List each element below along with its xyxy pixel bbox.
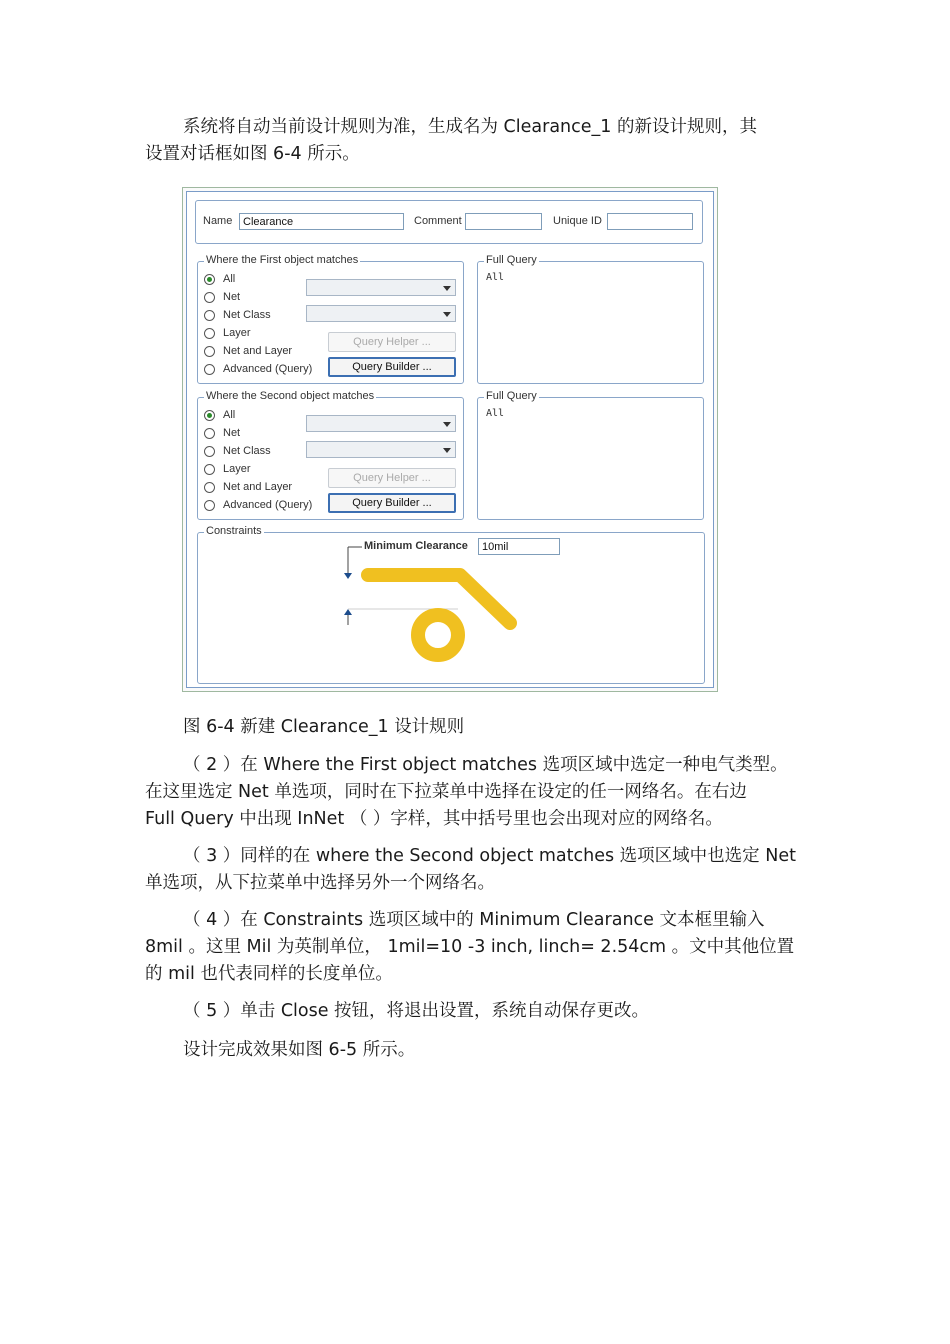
unique-id-input[interactable]: [607, 213, 693, 230]
first-radio-layer[interactable]: Layer: [204, 325, 251, 341]
second-radio-layer[interactable]: Layer: [204, 461, 251, 477]
radio-selected-icon: [204, 410, 215, 421]
first-radio-net-and-layer[interactable]: Net and Layer: [204, 343, 292, 359]
step-5-paragraph: [145, 998, 810, 1025]
second-net-class-dropdown[interactable]: [306, 441, 456, 458]
first-full-query-group: [477, 254, 704, 384]
second-full-query-legend: Full Query: [486, 390, 537, 402]
first-net-dropdown[interactable]: [306, 279, 456, 296]
radio-selected-icon: [204, 274, 215, 285]
rule-dialog-figure: [182, 187, 718, 692]
second-object-group: [197, 390, 464, 520]
first-radio-all[interactable]: All: [204, 271, 235, 287]
chevron-down-icon: [443, 422, 451, 427]
constraints-legend: Constraints: [206, 525, 262, 537]
arrow-up-icon: [344, 609, 352, 615]
radio-icon: [204, 500, 215, 511]
radio-icon: [204, 310, 215, 321]
chevron-down-icon: [443, 448, 451, 453]
name-row-group: [195, 200, 703, 244]
comment-input[interactable]: [465, 213, 542, 230]
name-label: Name: [203, 215, 233, 227]
step-4-line-2: 8mil 。这里 Mil 为英制单位， 1mil=10 -3 inch, linch= 2.54cm 。文中其他位置: [145, 937, 795, 957]
constraints-group: [197, 525, 705, 684]
second-full-query-group: [477, 390, 704, 520]
comment-label: Comment: [414, 215, 462, 227]
second-query-builder-button[interactable]: Query Builder ...: [328, 493, 456, 513]
step-4-line-3: 的 mil 也代表同样的长度单位。: [145, 964, 393, 984]
radio-icon: [204, 292, 215, 303]
second-full-query-text: All: [486, 408, 505, 419]
radio-icon: [204, 482, 215, 493]
first-object-group: [197, 254, 464, 384]
second-radio-net-and-layer[interactable]: Net and Layer: [204, 479, 292, 495]
first-net-class-dropdown[interactable]: [306, 305, 456, 322]
closing-paragraph: [145, 1037, 810, 1064]
step-3-paragraph: [145, 843, 810, 897]
step-5-line-1: （ 5 ）单击 Close 按钮，将退出设置，系统自动保存更改。: [183, 1001, 650, 1021]
first-object-legend: Where the First object matches: [206, 254, 359, 266]
intro-line-2: 设置对话框如图 6-4 所示。: [145, 144, 360, 164]
name-input[interactable]: Clearance: [239, 213, 404, 230]
closing-line: 设计完成效果如图 6-5 所示。: [183, 1040, 416, 1060]
step-2-line-3: Full Query 中出现 InNet （ ）字样，其中括号里也会出现对应的网络名。: [145, 809, 723, 829]
first-radio-net-class[interactable]: Net Class: [204, 307, 271, 323]
rule-dialog: [186, 191, 714, 688]
intro-paragraph: [145, 114, 810, 168]
chevron-down-icon: [443, 312, 451, 317]
min-clearance-input[interactable]: 10mil: [478, 538, 560, 555]
copper-pad: [418, 615, 458, 655]
radio-icon: [204, 346, 215, 357]
second-radio-net-class[interactable]: Net Class: [204, 443, 271, 459]
first-full-query-legend: Full Query: [486, 254, 537, 266]
step-2-line-2: 在这里选定 Net 单选项，同时在下拉菜单中选择在设定的任一网络名。在右边: [145, 782, 747, 802]
radio-icon: [204, 464, 215, 475]
unique-id-label: Unique ID: [553, 215, 602, 227]
first-query-builder-button[interactable]: Query Builder ...: [328, 357, 456, 377]
second-query-helper-button[interactable]: Query Helper ...: [328, 468, 456, 488]
second-radio-net[interactable]: Net: [204, 425, 240, 441]
first-radio-advanced[interactable]: Advanced (Query): [204, 361, 312, 377]
arrow-down-icon: [344, 573, 352, 579]
radio-icon: [204, 428, 215, 439]
second-radio-all[interactable]: All: [204, 407, 235, 423]
second-radio-advanced[interactable]: Advanced (Query): [204, 497, 312, 513]
second-net-dropdown[interactable]: [306, 415, 456, 432]
chevron-down-icon: [443, 286, 451, 291]
step-3-line-1: （ 3 ）同样的在 where the Second object matches 选项区域中也选定 Net: [183, 846, 796, 866]
first-full-query-text: All: [486, 272, 505, 283]
step-3-line-2: 单选项，从下拉菜单中选择另外一个网络名。: [145, 873, 495, 893]
radio-icon: [204, 328, 215, 339]
min-clearance-label: Minimum Clearance: [364, 540, 468, 552]
second-object-legend: Where the Second object matches: [206, 390, 375, 402]
step-2-paragraph: [145, 752, 810, 833]
radio-icon: [204, 446, 215, 457]
step-2-line-1: （ 2 ）在 Where the First object matches 选项区域中选定一种电气类型。: [183, 755, 788, 775]
first-radio-net[interactable]: Net: [204, 289, 240, 305]
step-4-paragraph: [145, 907, 810, 988]
radio-icon: [204, 364, 215, 375]
figure-caption: 图 6-4 新建 Clearance_1 设计规则: [183, 717, 465, 737]
clearance-diagram: [328, 541, 548, 676]
first-query-helper-button[interactable]: Query Helper ...: [328, 332, 456, 352]
intro-line-1: 系统将自动当前设计规则为准，生成名为 Clearance_1 的新设计规则，其: [183, 117, 757, 137]
step-4-line-1: （ 4 ）在 Constraints 选项区域中的 Minimum Clearance 文本框里输入: [183, 910, 765, 930]
